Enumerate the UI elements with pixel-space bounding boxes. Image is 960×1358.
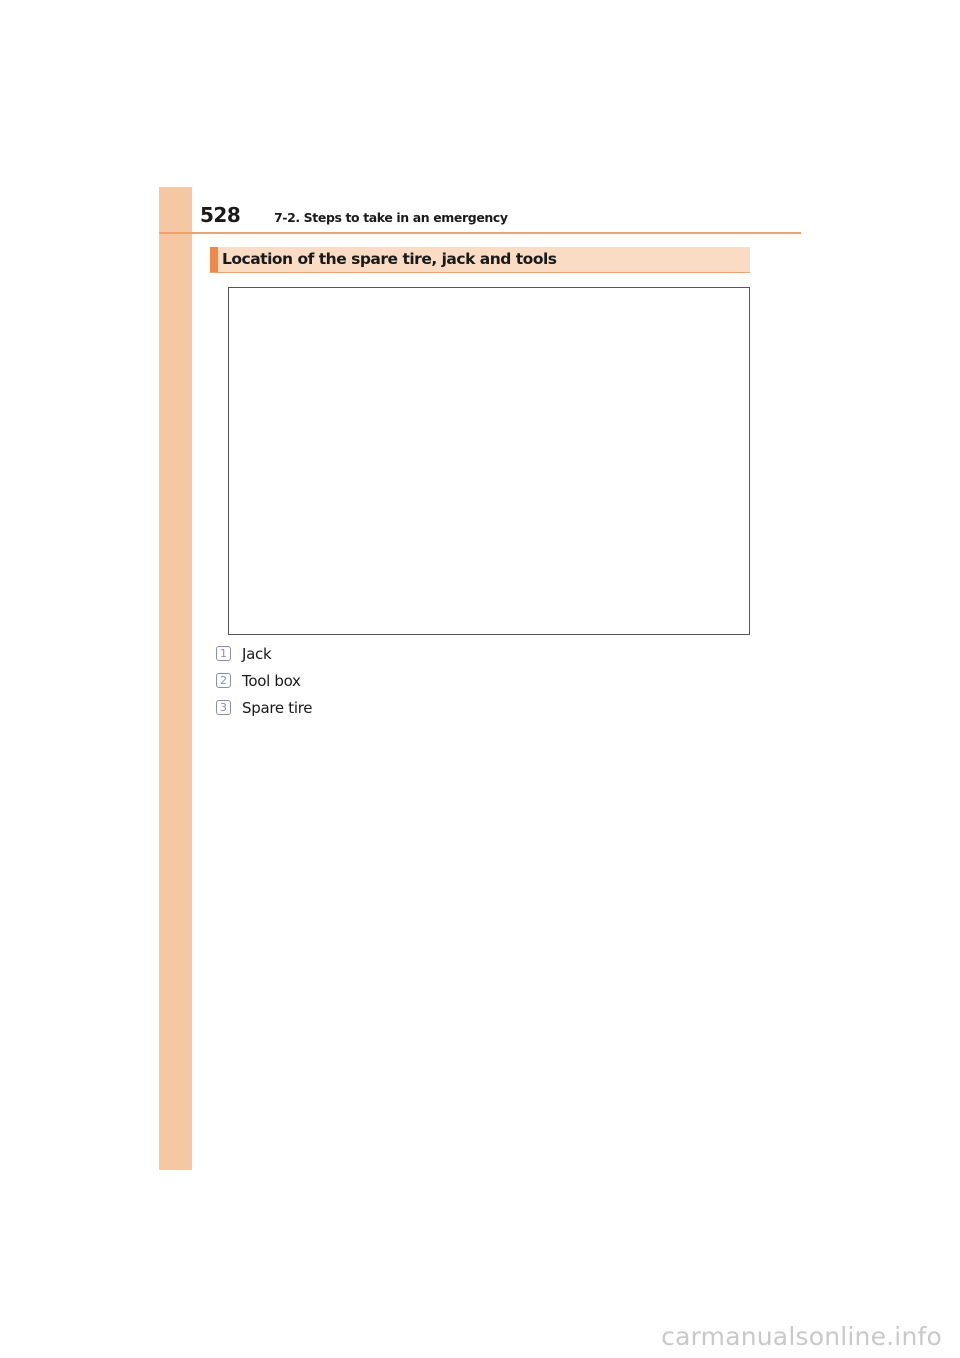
- legend-item: [216, 694, 312, 721]
- callout-number-badge: 3: [216, 700, 231, 715]
- section-title-bar: [210, 247, 750, 273]
- legend-label: Jack: [242, 644, 272, 663]
- callout-number-badge: 2: [216, 673, 231, 688]
- page-number: 528: [200, 203, 241, 227]
- legend-label: Tool box: [242, 671, 301, 690]
- site-watermark: carmanualsonline.info: [661, 1322, 942, 1351]
- legend-item: [216, 667, 312, 694]
- illustration-frame: [228, 287, 750, 635]
- section-heading: 7-2. Steps to take in an emergency: [274, 210, 508, 225]
- section-title: Location of the spare tire, jack and tools: [222, 250, 557, 268]
- legend-label: Spare tire: [242, 698, 313, 717]
- title-accent: [210, 247, 218, 272]
- side-tab-strip: [159, 187, 192, 1170]
- legend-item: [216, 640, 312, 667]
- callout-legend: [216, 640, 312, 721]
- callout-number-badge: 1: [216, 646, 231, 661]
- header-rule: [159, 232, 801, 234]
